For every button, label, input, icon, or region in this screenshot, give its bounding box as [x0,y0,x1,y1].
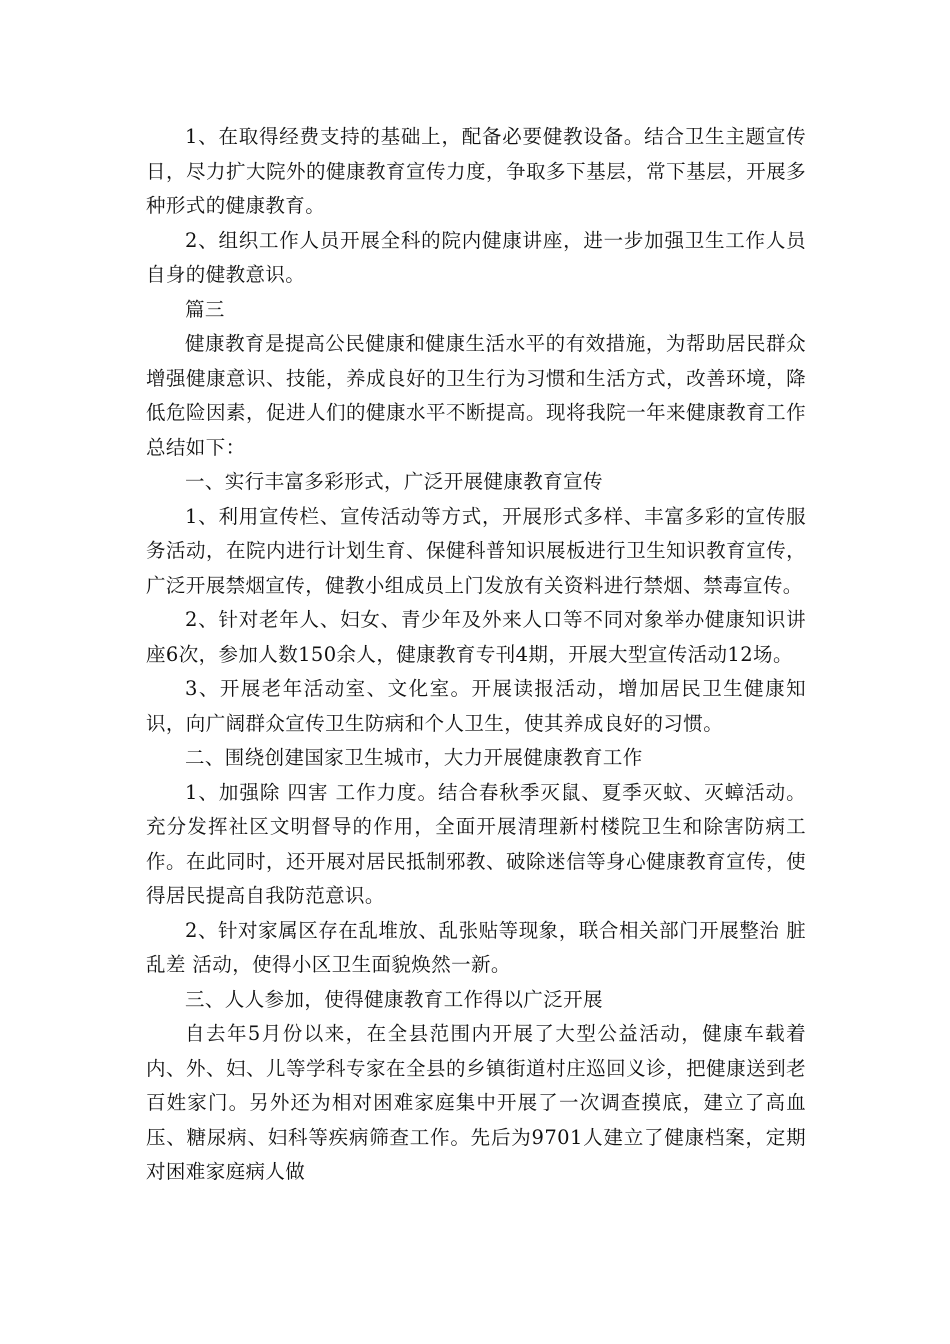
section-heading-one: 一、实行丰富多彩形式，广泛开展健康教育宣传 [185,470,603,493]
paragraph-public-welfare: 自去年5月份以来，在全县范围内开展了大型公益活动，健康车载着内、外、妇、儿等学科专家在全县的乡镇街道村庄巡回义诊，把健康送到老百姓家门。另外还为相对困难家庭集中开展了一次调查摸底，建立了高血压、糖尿病、妇科等疾病筛查工作。先后为9701人建立了健康档案，定期对困难家庭病人做 [146,1022,806,1183]
document-body [146,120,806,1190]
paragraph-publicity-boards: 1、利用宣传栏、宣传活动等方式，开展形式多样、丰富多彩的宣传服务活动，在院内进行计划生育、保健科普知识展板进行卫生知识教育宣传，广泛开展禁烟宣传，健教小组成员上门发放有关资料进行禁烟、禁毒宣传。 [146,504,806,597]
paragraph-funding-equipment: 1、在取得经费支持的基础上，配备必要健教设备。结合卫生主题宣传日，尽力扩大院外的健康教育宣传力度，争取多下基层，常下基层，开展多种形式的健康教育。 [146,125,806,217]
section-heading-part-three: 篇三 [185,297,225,321]
paragraph-activity-rooms: 3、开展老年活动室、文化室。开展读报活动，增加居民卫生健康知识，向广阔群众宣传卫生防病和个人卫生，使其养成良好的习惯。 [146,677,806,735]
paragraph-intro: 健康教育是提高公民健康和健康生活水平的有效措施，为帮助居民群众增强健康意识、技能，养成良好的卫生行为习惯和生活方式，改善环境，降低危险因素，促进人们的健康水平不断提高。现将我院一年来健康教育工作总结如下： [146,332,806,459]
section-heading-two: 二、围绕创建国家卫生城市，大力开展健康教育工作 [185,746,643,769]
paragraph-lectures-stats: 2、针对老年人、妇女、青少年及外来人口等不同对象举办健康知识讲座6次，参加人数150余人，健康教育专刊4期，开展大型宣传活动12场。 [146,608,806,666]
paragraph-cleanup: 2、针对家属区存在乱堆放、乱张贴等现象，联合相关部门开展整治 脏乱差 活动，使得小区卫生面貌焕然一新。 [146,918,806,976]
section-heading-three: 三、人人参加，使得健康教育工作得以广泛开展 [185,987,603,1011]
paragraph-staff-lectures: 2、组织工作人员开展全科的院内健康讲座，进一步加强卫生工作人员自身的健教意识。 [146,228,806,286]
paragraph-pest-control: 1、加强除 四害 工作力度。结合春秋季灭鼠、夏季灭蚊、灭蟑活动。充分发挥社区文明督导的作用，全面开展清理新村楼院卫生和除害防病工作。在此同时，还开展对居民抵制邪教、破除迷信等身心健康教育宣传，使得居民提高自我防范意识。 [146,780,806,907]
